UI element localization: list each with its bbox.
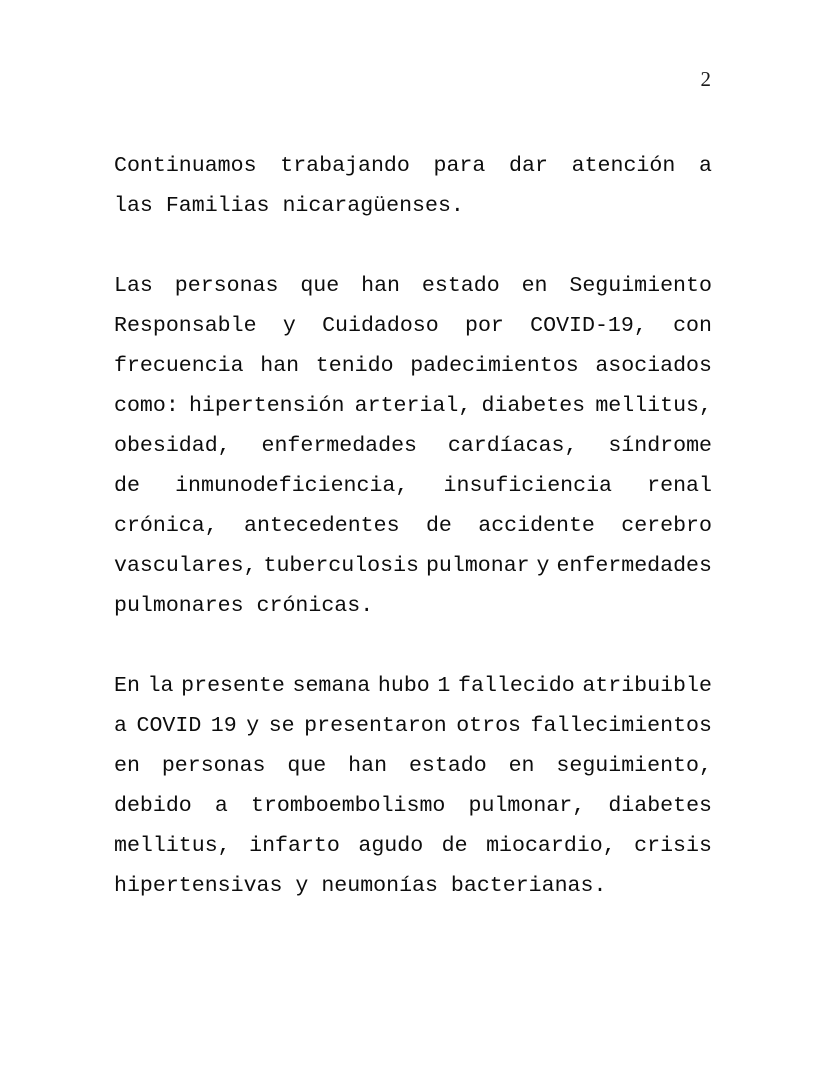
text-line: Responsable y Cuidadoso por COVID-19, con: [114, 314, 712, 338]
paragraph-2: [114, 266, 712, 626]
text-line: crónica, antecedentes de accidente cerebro: [114, 514, 712, 538]
text-line: Las personas que han estado en Seguimiento: [114, 274, 712, 298]
page-number: 2: [700, 67, 711, 91]
text-line: pulmonares crónicas.: [114, 594, 374, 618]
text-line: como: hipertensión arterial, diabetes mellitus,: [114, 394, 712, 418]
text-line: frecuencia han tenido padecimientos asociados: [114, 354, 712, 378]
text-line: en personas que han estado en seguimiento,: [114, 754, 712, 778]
paragraph-1: [114, 146, 712, 226]
paragraph-3: [114, 666, 712, 906]
text-line: En la presente semana hubo 1 fallecido atribuible: [114, 674, 712, 698]
text-line: vasculares, tuberculosis pulmonar y enfermedades: [114, 554, 712, 578]
text-line: mellitus, infarto agudo de miocardio, crisis: [114, 834, 712, 858]
text-line: debido a tromboembolismo pulmonar, diabetes: [114, 794, 712, 818]
document-body: [114, 146, 712, 906]
text-line: hipertensivas y neumonías bacterianas.: [114, 874, 607, 898]
page-header: [114, 66, 711, 96]
text-line: a COVID 19 y se presentaron otros fallecimientos: [114, 714, 712, 738]
text-line: las Familias nicaragüenses.: [114, 194, 464, 218]
text-line: Continuamos trabajando para dar atención a: [114, 154, 712, 178]
text-line: obesidad, enfermedades cardíacas, síndrome: [114, 434, 712, 458]
text-line: de inmunodeficiencia, insuficiencia renal: [114, 474, 712, 498]
